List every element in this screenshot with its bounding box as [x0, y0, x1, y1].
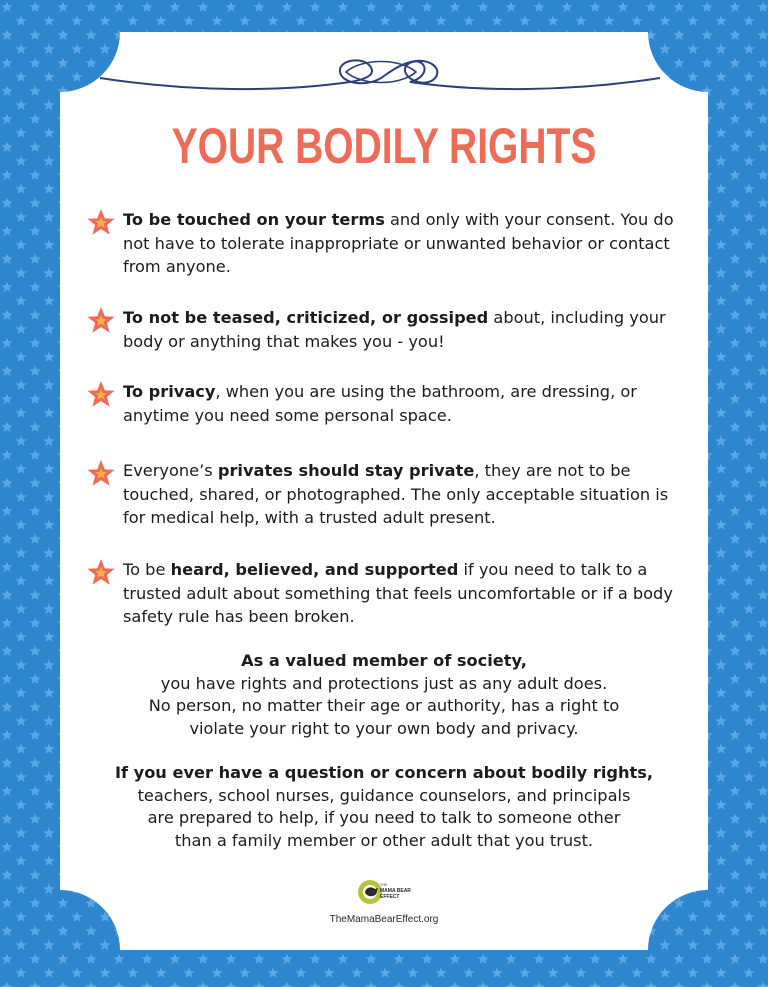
right-rest: , they are not to be touched, shared, or photographed. The only acceptable situation is for medical help, with a trusted adult present. [123, 461, 669, 527]
logo-name-line2: EFFECT [380, 894, 400, 900]
society-line: you have rights and protections just as any adult does. [160, 673, 608, 693]
right-text [123, 306, 686, 353]
right-text [123, 459, 686, 530]
society-paragraph [84, 650, 684, 740]
right-text [123, 208, 686, 279]
right-bold: To privacy [123, 382, 216, 401]
right-item-privacy [86, 380, 686, 427]
logo-name-line1: MAMA BEAR [380, 888, 411, 894]
concern-line: than a family member or other adult that you trust. [174, 830, 594, 850]
star-icon [86, 558, 116, 588]
logo-small-text: THE [380, 883, 387, 887]
star-icon [86, 380, 116, 410]
star-icon [86, 306, 116, 336]
right-bold: privates should stay private [217, 461, 475, 480]
concern-paragraph [84, 762, 684, 852]
right-item-touch [86, 208, 686, 279]
right-text [123, 380, 686, 427]
star-icon [86, 208, 116, 238]
society-line: violate your right to your own body and privacy. [189, 718, 579, 738]
concern-line: teachers, school nurses, guidance counselors, and principals [137, 785, 631, 805]
right-text [123, 558, 686, 629]
page-title: YOUR BODILY RIGHTS [171, 118, 597, 174]
right-pre: Everyone’s [123, 461, 218, 480]
right-bold: To be touched on your terms [123, 210, 385, 229]
right-rest: about, including your body or anything that makes you - you! [123, 308, 666, 351]
right-pre: To be [123, 560, 171, 579]
right-rest: and only with your consent. You do not have to tolerate inappropriate or unwanted behavior or contact from anyone. [123, 210, 674, 276]
right-item-teasing [86, 306, 686, 353]
flourish-ornament [100, 52, 660, 96]
concern-lead: If you ever have a question or concern about bodily rights, [114, 763, 654, 782]
society-lead: As a valued member of society, [241, 651, 527, 670]
right-bold: To not be teased, criticized, or gossiped [123, 308, 489, 327]
society-line: No person, no matter their age or authority, has a right to [148, 696, 620, 715]
right-bold: heard, believed, and supported [170, 560, 459, 579]
website-url[interactable]: TheMamaBearEffect.org [329, 914, 439, 925]
right-rest: if you need to talk to a trusted adult about something that feels uncomfortable or if a body safety rule has been broken. [123, 560, 673, 626]
right-rest: , when you are using the bathroom, are dressing, or anytime you need some personal space. [123, 382, 637, 425]
right-item-heard [86, 558, 686, 629]
mama-bear-effect-logo [356, 876, 412, 908]
right-item-privates [86, 459, 686, 530]
concern-line: are prepared to help, if you need to talk to someone other [147, 808, 621, 827]
star-icon [86, 459, 116, 489]
